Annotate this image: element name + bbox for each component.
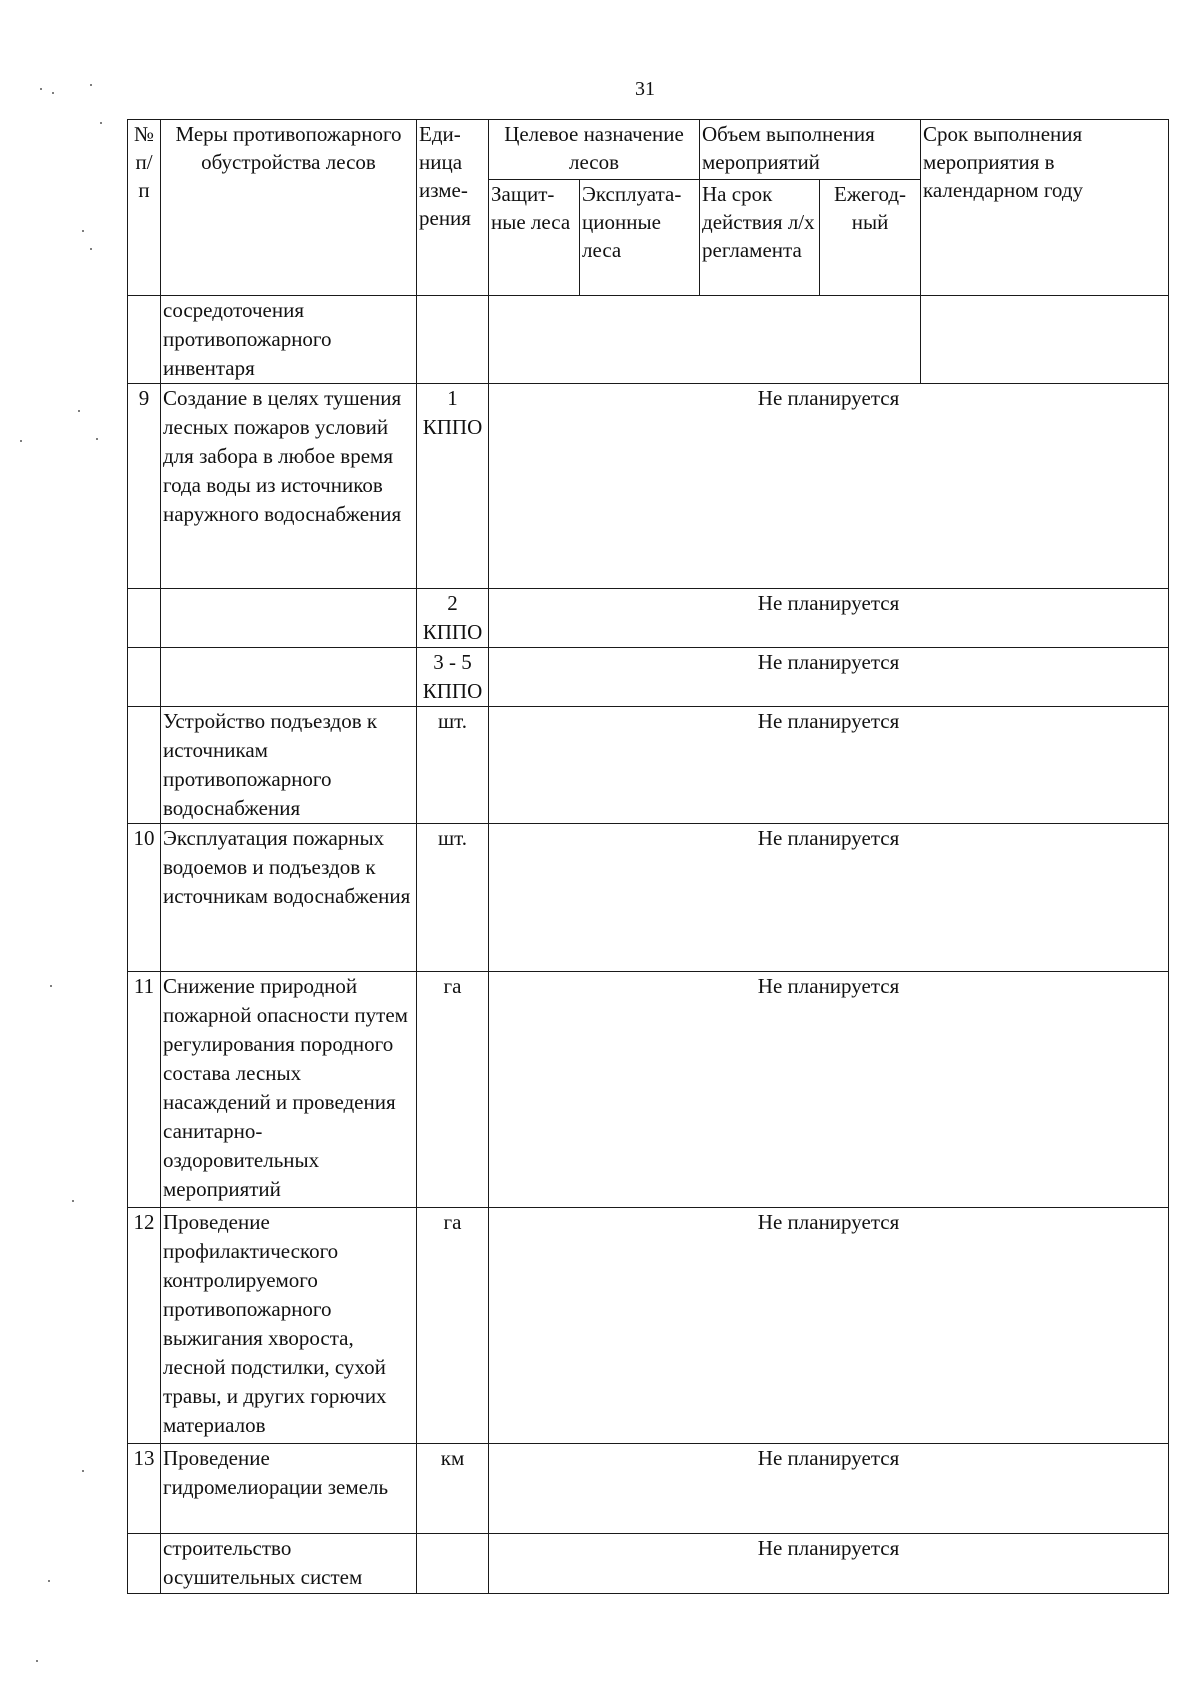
row-unit: 1 КППО	[417, 384, 489, 589]
scan-speck	[20, 440, 22, 442]
row-unit: шт.	[417, 707, 489, 824]
table-row	[128, 384, 1169, 589]
scan-speck	[82, 230, 84, 232]
row-number: 11	[128, 972, 161, 1208]
row-measure: Устройство подъездов к источникам противопожарного водоснабжения	[161, 707, 417, 824]
row-unit: га	[417, 1208, 489, 1444]
table-row	[128, 972, 1169, 1208]
table-row	[128, 589, 1169, 648]
row-number	[128, 296, 161, 384]
table-row	[128, 824, 1169, 972]
row-number	[128, 707, 161, 824]
header-protective-forests: Защит- ные леса	[489, 180, 580, 296]
fire-measures-table	[127, 119, 1169, 1594]
row-number: 9	[128, 384, 161, 589]
row-measure: сосредоточения противопожарного инвентаря	[161, 296, 417, 384]
row-number: 10	[128, 824, 161, 972]
scan-speck	[48, 1580, 50, 1582]
row-status: Не планируется	[489, 384, 1169, 589]
scan-speck	[90, 248, 92, 250]
row-measure: Проведение гидромелиорации земель	[161, 1444, 417, 1534]
row-measure: Снижение природной пожарной опасности путем регулирования породного состава лесных насаждений и проведения санитарно- оздоровительных мероприятий	[161, 972, 417, 1208]
row-measure	[161, 648, 417, 707]
row-status: Не планируется	[489, 972, 1169, 1208]
header-annual: Ежегод- ный	[820, 180, 921, 296]
header-target-purpose: Целевое назначение лесов	[489, 120, 700, 180]
row-number	[128, 648, 161, 707]
table-row	[128, 1208, 1169, 1444]
scan-speck	[50, 985, 52, 987]
row-unit: 3 - 5 КППО	[417, 648, 489, 707]
row-measure: Создание в целях тушения лесных пожаров условий для забора в любое время года воды из источников наружного водоснабжения	[161, 384, 417, 589]
table-header-row	[128, 120, 1169, 180]
row-unit: 2 КППО	[417, 589, 489, 648]
scan-speck	[78, 410, 80, 412]
row-measure: строительство осушительных систем	[161, 1534, 417, 1594]
row-status: Не планируется	[489, 707, 1169, 824]
scan-speck	[40, 88, 42, 90]
header-number: № п/п	[128, 120, 161, 296]
header-deadline: Срок выполнения мероприятия в календарном году	[921, 120, 1169, 296]
table-row	[128, 296, 1169, 384]
row-number	[128, 589, 161, 648]
row-unit: шт.	[417, 824, 489, 972]
table-row	[128, 648, 1169, 707]
scan-speck	[96, 438, 98, 440]
row-number: 13	[128, 1444, 161, 1534]
row-unit: га	[417, 972, 489, 1208]
row-unit: км	[417, 1444, 489, 1534]
header-unit: Еди- ница изме- рения	[417, 120, 489, 296]
header-operational-forests: Эксплуата- ционные леса	[580, 180, 700, 296]
row-deadline	[921, 296, 1169, 384]
row-status: Не планируется	[489, 648, 1169, 707]
table-row	[128, 1444, 1169, 1534]
row-measure: Эксплуатация пожарных водоемов и подъездов к источникам водоснабжения	[161, 824, 417, 972]
row-unit	[417, 1534, 489, 1594]
scan-speck	[52, 92, 54, 94]
scan-speck	[36, 1660, 38, 1662]
row-status: Не планируется	[489, 589, 1169, 648]
header-term-of-regulation: На срок действия л/х регламента	[700, 180, 820, 296]
row-unit	[417, 296, 489, 384]
scan-speck	[90, 84, 92, 86]
header-measures: Меры противопожарного обустройства лесов	[161, 120, 417, 296]
row-number: 12	[128, 1208, 161, 1444]
row-status	[489, 296, 921, 384]
header-volume: Объем выполнения мероприятий	[700, 120, 921, 180]
table-row	[128, 1534, 1169, 1594]
row-number	[128, 1534, 161, 1594]
row-measure	[161, 589, 417, 648]
scan-speck	[72, 1200, 74, 1202]
scan-speck	[100, 122, 102, 124]
row-status: Не планируется	[489, 824, 1169, 972]
row-status: Не планируется	[489, 1208, 1169, 1444]
row-measure: Проведение профилактического контролируемого противопожарного выжигания хвороста, лесной подстилки, сухой травы, и других горючих материалов	[161, 1208, 417, 1444]
page-number: 31	[635, 78, 655, 100]
row-status: Не планируется	[489, 1444, 1169, 1534]
row-status: Не планируется	[489, 1534, 1169, 1594]
table-row	[128, 707, 1169, 824]
scan-speck	[82, 1470, 84, 1472]
